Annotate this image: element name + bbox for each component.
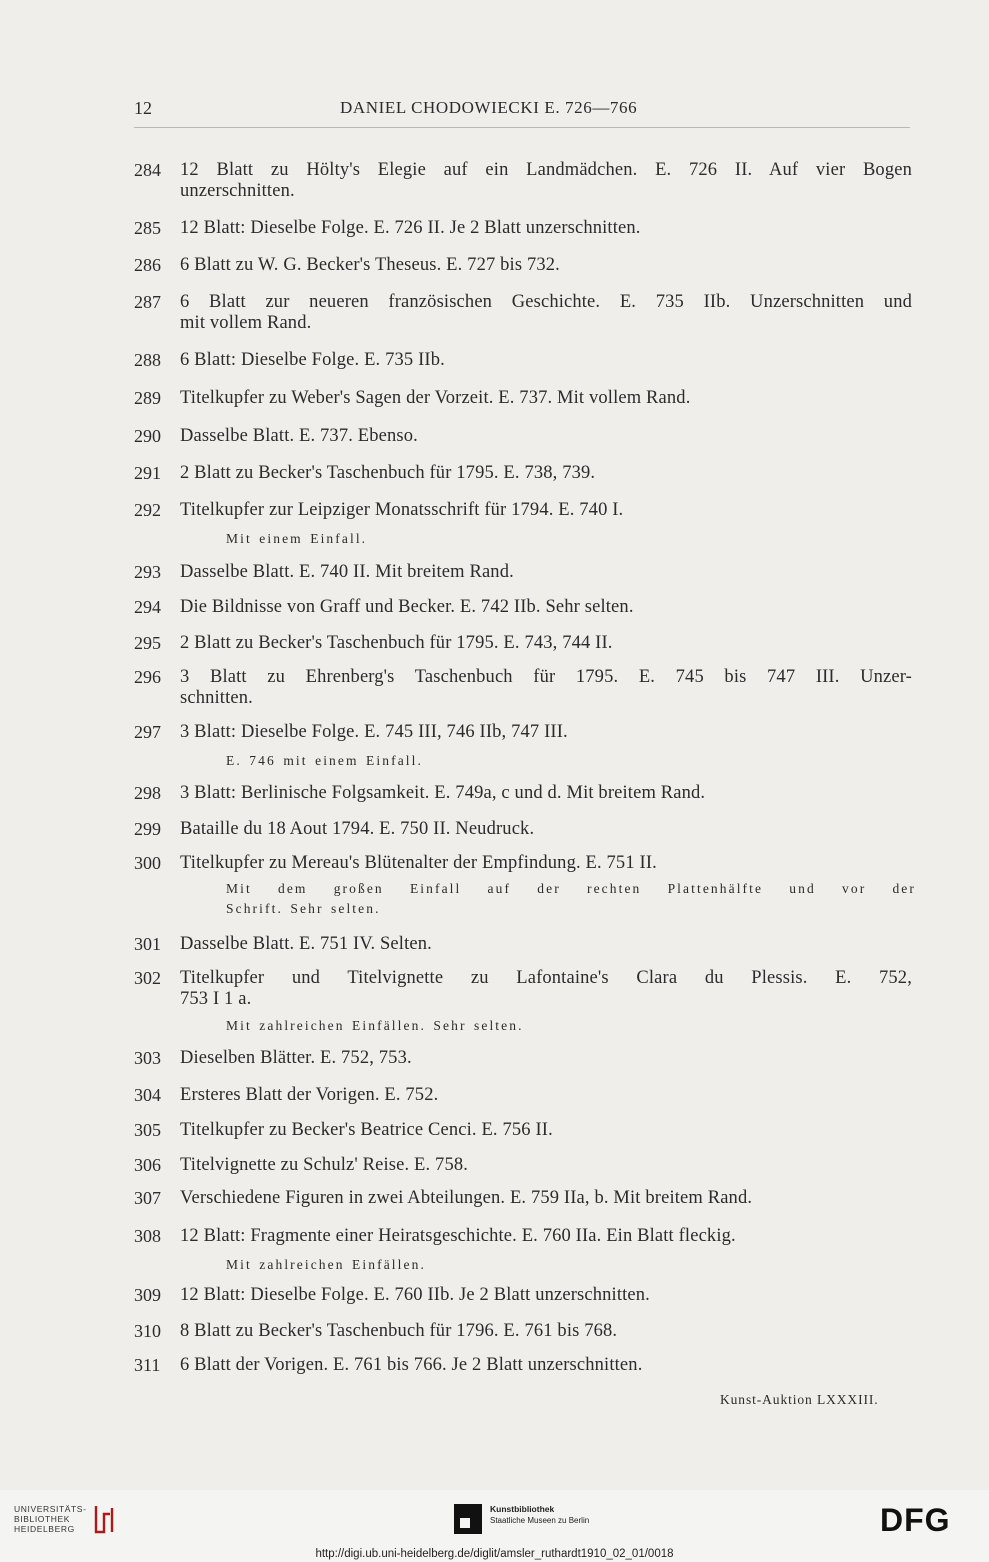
ub-heidelberg-logo-text	[14, 1504, 87, 1534]
ub-line: BIBLIOTHEK	[14, 1514, 71, 1524]
entry-description	[180, 633, 912, 654]
entry-description	[180, 463, 912, 484]
entry-number: 303	[134, 1048, 161, 1068]
entry-description	[180, 1085, 912, 1106]
entry-line: 2 Blatt zu Becker's Taschenbuch für 1795. E. 743, 744 II.	[180, 633, 613, 653]
entry-number: 284	[134, 160, 161, 180]
entry-description	[180, 853, 912, 874]
entry-description	[180, 819, 912, 840]
entry-line: schnitten.	[180, 688, 253, 708]
entry-line: 753 I 1 a.	[180, 989, 252, 1009]
entry-line: 6 Blatt zu W. G. Becker's Theseus. E. 727 bis 732.	[180, 255, 560, 275]
ub-heidelberg-logo-icon	[92, 1502, 120, 1536]
page-number: 12	[134, 98, 152, 118]
entry-line: 8 Blatt zu Becker's Taschenbuch für 1796. E. 761 bis 768.	[180, 1321, 618, 1341]
entry-line: 6 Blatt der Vorigen. E. 761 bis 766. Je 2 Blatt unzerschnitten.	[180, 1355, 643, 1375]
entry-line: Titelvignette zu Schulz' Reise. E. 758.	[180, 1155, 469, 1175]
entry-number: 298	[134, 783, 161, 803]
entry-number: 301	[134, 934, 161, 954]
entry-description	[180, 388, 912, 409]
entry-description	[180, 1355, 912, 1376]
entry-line: 6 Blatt zur neueren französischen Geschichte. E. 735 IIb. Unzerschnitten und	[180, 292, 912, 312]
entry-note	[226, 529, 916, 549]
entry-description	[180, 1321, 912, 1342]
dfg-logo: DFG	[880, 1502, 951, 1538]
kb-title: Kunstbibliothek	[490, 1504, 555, 1514]
entry-line: Bataille du 18 Aout 1794. E. 750 II. Neudruck.	[180, 819, 535, 839]
entry-description	[180, 667, 912, 709]
entry-number: 311	[134, 1355, 161, 1375]
entry-line: unzerschnitten.	[180, 181, 295, 201]
header-rule	[134, 127, 910, 128]
entry-number: 306	[134, 1155, 161, 1175]
entry-description	[180, 597, 912, 618]
entry-line: Dieselben Blätter. E. 752, 753.	[180, 1048, 412, 1068]
entry-line: Ersteres Blatt der Vorigen. E. 752.	[180, 1085, 439, 1105]
entry-description	[180, 1048, 912, 1069]
entry-line: Verschiedene Figuren in zwei Abteilungen. E. 759 IIa, b. Mit breitem Rand.	[180, 1188, 753, 1208]
entry-description	[180, 1285, 912, 1306]
ub-line: HEIDELBERG	[14, 1524, 75, 1534]
entry-line: Titelkupfer zur Leipziger Monatsschrift für 1794. E. 740 I.	[180, 500, 624, 520]
note-line: E. 746 mit einem Einfall.	[226, 753, 423, 768]
entry-number: 292	[134, 500, 161, 520]
entry-note	[226, 751, 916, 771]
entry-line: 12 Blatt: Dieselbe Folge. E. 726 II. Je 2 Blatt unzerschnitten.	[180, 218, 641, 238]
entry-number: 293	[134, 562, 161, 582]
entry-number: 287	[134, 292, 161, 312]
entry-line: Titelkupfer zu Becker's Beatrice Cenci. E. 756 II.	[180, 1120, 553, 1140]
entry-number: 300	[134, 853, 161, 873]
entry-line: 2 Blatt zu Becker's Taschenbuch für 1795. E. 738, 739.	[180, 463, 596, 483]
source-url[interactable]: http://digi.ub.uni-heidelberg.de/diglit/amsler_ruthardt1910_02_01/0018	[315, 1548, 674, 1560]
entry-number: 286	[134, 255, 161, 275]
entry-number: 294	[134, 597, 161, 617]
footer-signature: Kunst-Auktion LXXXIII.	[720, 1392, 879, 1407]
entry-line: Dasselbe Blatt. E. 751 IV. Selten.	[180, 934, 432, 954]
note-line: Mit dem großen Einfall auf der rechten Plattenhälfte und vor der	[226, 881, 916, 896]
entry-description	[180, 783, 912, 804]
entry-line: Dasselbe Blatt. E. 740 II. Mit breitem Rand.	[180, 562, 514, 582]
note-line: Mit zahlreichen Einfällen.	[226, 1257, 426, 1272]
entry-description	[180, 1120, 912, 1141]
entry-line: 12 Blatt: Dieselbe Folge. E. 760 IIb. Je 2 Blatt unzerschnitten.	[180, 1285, 650, 1305]
entry-description	[180, 160, 912, 202]
entry-number: 308	[134, 1226, 161, 1246]
entry-number: 309	[134, 1285, 161, 1305]
entry-line: mit vollem Rand.	[180, 313, 312, 333]
entry-number: 302	[134, 968, 161, 988]
entry-number: 307	[134, 1188, 161, 1208]
entry-description	[180, 1226, 912, 1247]
entry-note	[226, 879, 916, 919]
entry-description	[180, 292, 912, 334]
entry-number: 304	[134, 1085, 161, 1105]
entry-description	[180, 255, 912, 276]
entry-number: 285	[134, 218, 161, 238]
entry-note	[226, 1255, 916, 1275]
entry-line: Die Bildnisse von Graff und Becker. E. 742 IIb. Sehr selten.	[180, 597, 634, 617]
note-line: Mit zahlreichen Einfällen. Sehr selten.	[226, 1018, 524, 1033]
entry-number: 290	[134, 426, 161, 446]
kunstbibliothek-logo-text	[490, 1504, 589, 1526]
entry-description	[180, 968, 912, 1010]
entry-line: 12 Blatt zu Hölty's Elegie auf ein Landmädchen. E. 726 II. Auf vier Bogen	[180, 160, 912, 180]
entry-number: 305	[134, 1120, 161, 1140]
page-header	[0, 98, 989, 122]
entry-description	[180, 1155, 912, 1176]
entry-description	[180, 722, 912, 743]
entry-description	[180, 426, 912, 447]
entry-number: 288	[134, 350, 161, 370]
entry-description	[180, 350, 912, 371]
entry-number: 297	[134, 722, 161, 742]
kb-subtitle: Staatliche Museen zu Berlin	[490, 1516, 590, 1525]
note-line: Schrift. Sehr selten.	[226, 901, 381, 916]
entry-line: Titelkupfer zu Weber's Sagen der Vorzeit. E. 737. Mit vollem Rand.	[180, 388, 691, 408]
entry-note	[226, 1016, 916, 1036]
entry-description	[180, 562, 912, 583]
entry-line: Dasselbe Blatt. E. 737. Ebenso.	[180, 426, 418, 446]
entry-line: Titelkupfer zu Mereau's Blütenalter der Empfindung. E. 751 II.	[180, 853, 657, 873]
entry-number: 296	[134, 667, 161, 687]
entry-number: 295	[134, 633, 161, 653]
entry-line: 3 Blatt: Dieselbe Folge. E. 745 III, 746 IIb, 747 III.	[180, 722, 568, 742]
entry-number: 310	[134, 1321, 161, 1341]
running-title: DANIEL CHODOWIECKI E. 726—766	[340, 98, 638, 117]
entry-description	[180, 500, 912, 521]
entry-line: 3 Blatt: Berlinische Folgsamkeit. E. 749a, c und d. Mit breitem Rand.	[180, 783, 706, 803]
entry-line: 3 Blatt zu Ehrenberg's Taschenbuch für 1795. E. 745 bis 747 III. Unzer-	[180, 667, 912, 687]
entry-line: 12 Blatt: Fragmente einer Heiratsgeschichte. E. 760 IIa. Ein Blatt fleckig.	[180, 1226, 736, 1246]
ub-line: UNIVERSITÄTS-	[14, 1504, 87, 1514]
entry-line: 6 Blatt: Dieselbe Folge. E. 735 IIb.	[180, 350, 445, 370]
entry-description	[180, 218, 912, 239]
entry-description	[180, 934, 912, 955]
entry-number: 299	[134, 819, 161, 839]
entry-number: 291	[134, 463, 161, 483]
entry-description	[180, 1188, 912, 1209]
entry-number: 289	[134, 388, 161, 408]
kunstbibliothek-logo-icon	[454, 1504, 482, 1534]
entry-line: Titelkupfer und Titelvignette zu Lafontaine's Clara du Plessis. E. 752,	[180, 968, 912, 988]
note-line: Mit einem Einfall.	[226, 531, 368, 546]
